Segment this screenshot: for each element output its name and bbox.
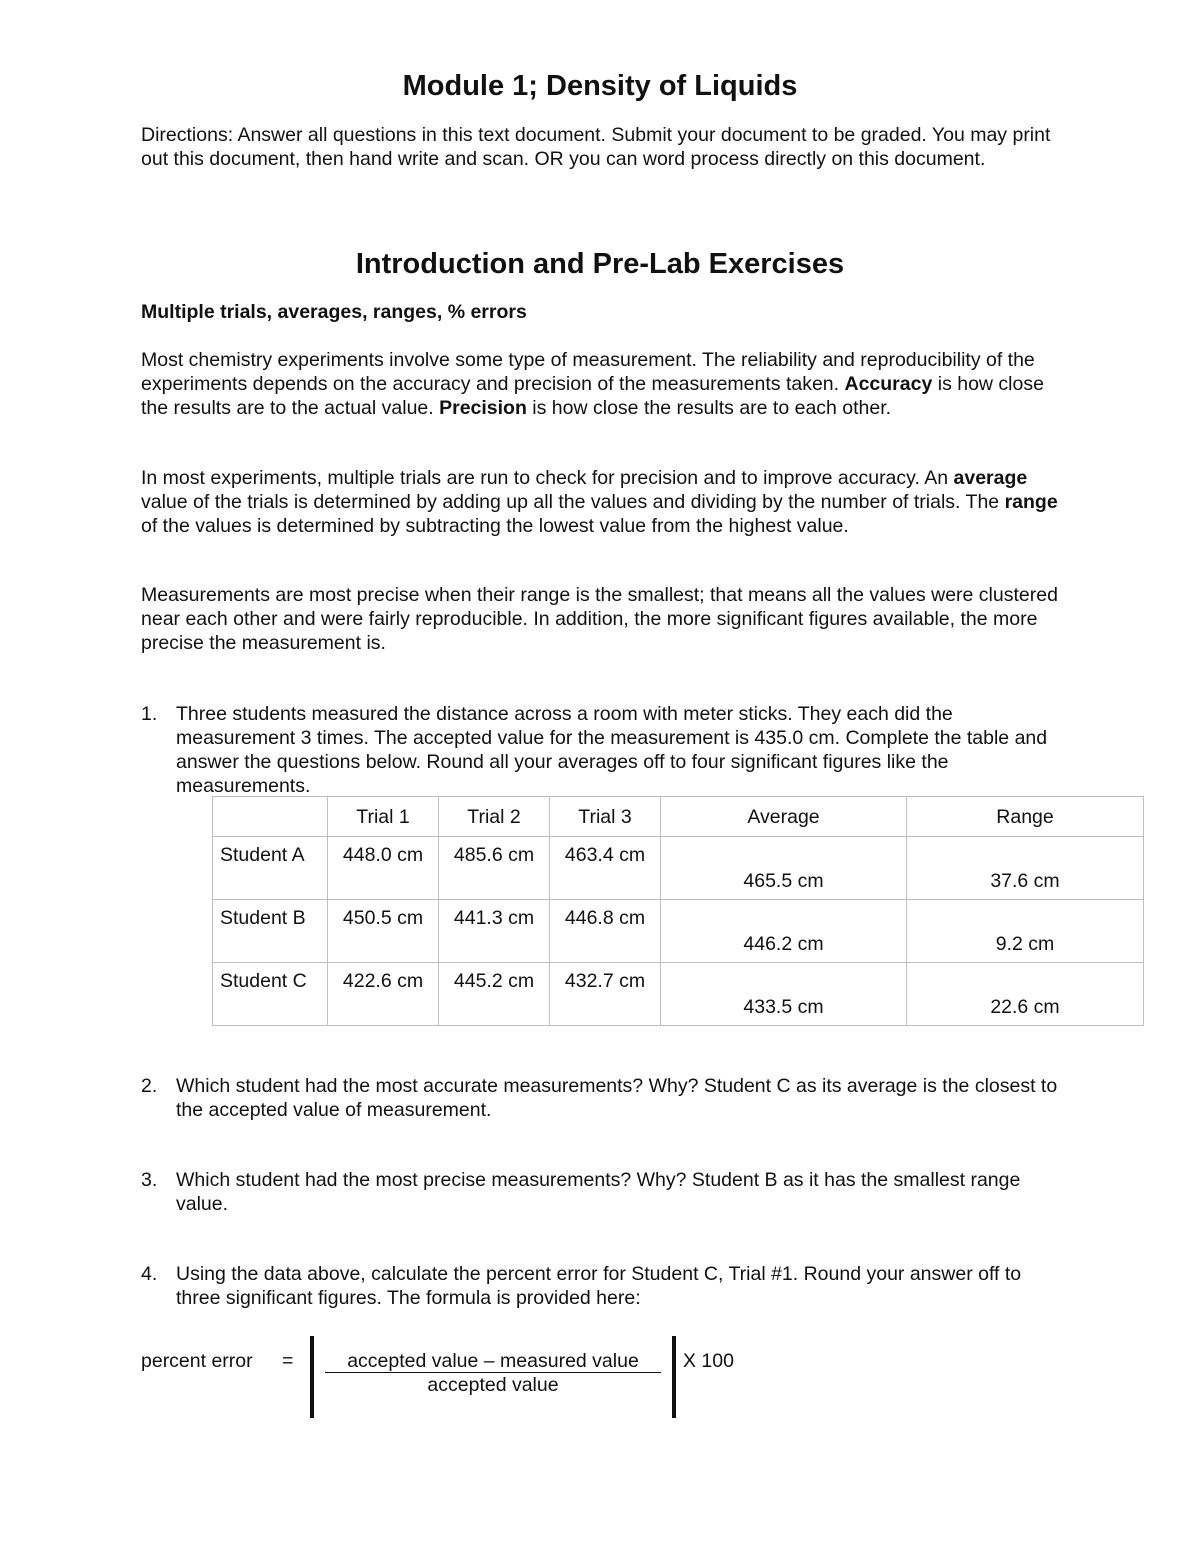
table-cell: 432.7 cm (550, 963, 661, 1026)
table-cell: 445.2 cm (439, 963, 550, 1026)
directions-text: Directions: Answer all questions in this text document. Submit your document to be graded. You may print out this document, then hand write and scan. OR you can word process directly on this document. (141, 124, 1051, 170)
question-text: Which student had the most precise measurements? Why? Student B as it has the smallest range value. (176, 1169, 1021, 1215)
formula-numerator: accepted value – measured value (325, 1350, 661, 1373)
subheading: Multiple trials, averages, ranges, % errors (141, 301, 527, 323)
table-cell: 37.6 cm (907, 837, 1144, 900)
measurement-table (212, 796, 1144, 1026)
question-1 (141, 702, 1066, 798)
paragraph-average-range: In most experiments, multiple trials are run to check for precision and to improve accuracy. An average value of the trials is determined by adding up all the values and dividing by the number of trials. The range of the values is determined by subtracting the lowest value from the highest value. (141, 467, 1058, 537)
table-cell: 463.4 cm (550, 837, 661, 900)
document-title: Module 1; Density of Liquids (402, 70, 798, 102)
table-cell: 9.2 cm (907, 900, 1144, 963)
term-precision: Precision (439, 397, 527, 419)
section-title: Introduction and Pre-Lab Exercises (355, 248, 845, 280)
table-cell: 450.5 cm (328, 900, 439, 963)
question-text: Which student had the most accurate measurements? Why? Student C as its average is the closest to the accepted value of measurement. (176, 1075, 1058, 1121)
question-text: Using the data above, calculate the percent error for Student C, Trial #1. Round your answer off to three significant figures. The formula is provided here: (176, 1263, 1022, 1309)
table-cell: 485.6 cm (439, 837, 550, 900)
formula-multiplier: X 100 (683, 1350, 734, 1372)
question-number: 3. (141, 1169, 158, 1191)
header-cell (213, 797, 328, 837)
header-cell: Trial 1 (328, 797, 439, 837)
table-cell: 448.0 cm (328, 837, 439, 900)
table-row (213, 900, 1144, 963)
question-text: Three students measured the distance across a room with meter sticks. They each did the measurement 3 times. The accepted value for the measurement is 435.0 cm. Complete the table and answer the questions below. Round all your averages off to four significant figures like the measurements. (176, 703, 1048, 797)
question-3 (141, 1168, 1066, 1216)
question-number: 2. (141, 1075, 158, 1097)
table-cell: 22.6 cm (907, 963, 1144, 1026)
formula-label: percent error (141, 1350, 253, 1372)
absolute-value-bar-left (310, 1336, 314, 1418)
table-row (213, 963, 1144, 1026)
equals-sign: = (282, 1350, 294, 1372)
header-cell: Trial 3 (550, 797, 661, 837)
question-number: 1. (141, 703, 158, 725)
table-cell: 433.5 cm (661, 963, 907, 1026)
question-4 (141, 1262, 1066, 1310)
term-average: average (953, 467, 1028, 489)
paragraph-accuracy-precision: Most chemistry experiments involve some type of measurement. The reliability and reproducibility of the experiments depends on the accuracy and precision of the measurements taken. Accuracy is how close the results are to the actual value. Precision is how close the results are to each other. (141, 349, 1044, 419)
paragraph-precise-measurements: Measurements are most precise when their range is the smallest; that means all the values were clustered near each other and were fairly reproducible. In addition, the more significant figures available, the more precise the measurement is. (141, 584, 1058, 654)
term-range: range (1004, 491, 1058, 513)
formula-denominator: accepted value (427, 1374, 559, 1396)
percent-error-formula (141, 1336, 841, 1426)
table-cell: 446.8 cm (550, 900, 661, 963)
table-cell: 422.6 cm (328, 963, 439, 1026)
table-cell: 441.3 cm (439, 900, 550, 963)
table-row (213, 837, 1144, 900)
row-label: Student A (213, 837, 328, 900)
question-number: 4. (141, 1263, 158, 1285)
row-label: Student B (213, 900, 328, 963)
row-label: Student C (213, 963, 328, 1026)
table-cell: 446.2 cm (661, 900, 907, 963)
term-accuracy: Accuracy (844, 373, 933, 395)
header-cell: Average (661, 797, 907, 837)
table-cell: 465.5 cm (661, 837, 907, 900)
header-cell: Trial 2 (439, 797, 550, 837)
header-cell: Range (907, 797, 1144, 837)
question-2 (141, 1074, 1066, 1122)
absolute-value-bar-right (672, 1336, 676, 1418)
table-header-row (213, 797, 1144, 837)
